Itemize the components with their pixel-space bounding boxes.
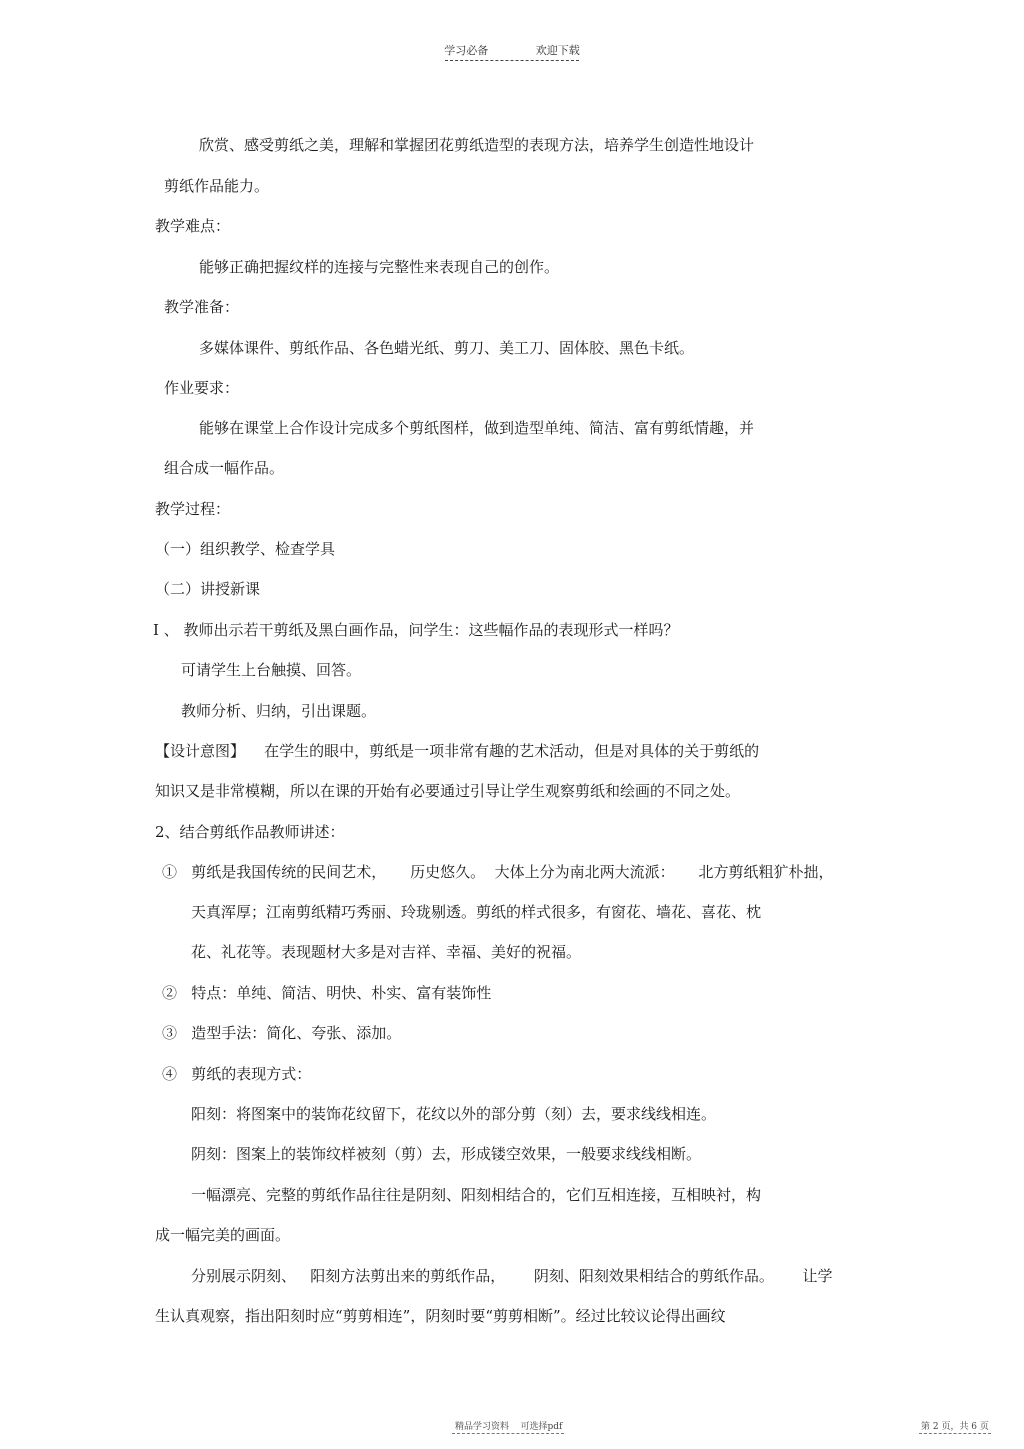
footer-left-divider [452, 1433, 564, 1434]
section-heading: 教学难点： [155, 217, 231, 235]
page-header [0, 42, 1024, 58]
paragraph-line: 分别展示阴刻、 阳刻方法剪出来的剪纸作品， 阴刻、阳刻效果相结合的剪纸作品。 让学 [191, 1267, 833, 1285]
paragraph-line: 【设计意图】 在学生的眼中，剪纸是一项非常有趣的艺术活动，但是对具体的关于剪纸的 [155, 742, 760, 760]
paragraph-line: 花、礼花等。表现题材大多是对吉祥、幸福、美好的祝福。 [191, 943, 582, 961]
paragraph-line: 欣赏、感受剪纸之美，理解和掌握团花剪纸造型的表现方法，培养学生创造性地设计 [199, 136, 755, 154]
header-divider [445, 60, 579, 61]
paragraph-line: 一幅漂亮、完整的剪纸作品往往是阴刻、阳刻相结合的，它们互相连接，互相映衬，构 [191, 1186, 762, 1204]
paragraph-line: 剪纸作品能力。 [164, 177, 270, 195]
paragraph-line: I 、 教师出示若干剪纸及黑白画作品，问学生：这些幅作品的表现形式一样吗？ [153, 621, 679, 639]
page-number: 第 2 页，共 6 页 [921, 1422, 989, 1432]
paragraph-line: （二）讲授新课 [155, 580, 261, 598]
paragraph-line: 天真浑厚；江南剪纸精巧秀丽、玲珑剔透。剪纸的样式很多，有窗花、墙花、喜花、枕 [191, 903, 762, 921]
section-heading: 教学过程： [155, 500, 231, 518]
paragraph-line: 教师分析、归纳，引出课题。 [181, 702, 377, 720]
footer-left-text: 精品学习资料 可选择pdf [455, 1422, 563, 1432]
paragraph-line: 阴刻：图案上的装饰纹样被刻（剪）去，形成镂空效果，一般要求线线相断。 [191, 1145, 702, 1163]
paragraph-line: 2、结合剪纸作品教师讲述： [155, 823, 345, 841]
paragraph-line: （一）组织教学、检查学具 [155, 540, 336, 558]
paragraph-line: 可请学生上台触摸、回答。 [181, 661, 362, 679]
footer-right-divider [919, 1433, 991, 1434]
header-left-text: 学习必备 [444, 44, 489, 57]
header-right-text: 欢迎下载 [535, 44, 580, 57]
paragraph-line: 知识又是非常模糊，所以在课的开始有必要通过引导让学生观察剪纸和绘画的不同之处。 [155, 782, 741, 800]
paragraph-line: 能够在课堂上合作设计完成多个剪纸图样，做到造型单纯、简洁、富有剪纸情趣，并 [199, 419, 755, 437]
paragraph-line: 能够正确把握纹样的连接与完整性来表现自己的创作。 [199, 258, 560, 276]
paragraph-line: 生认真观察，指出阳刻时应“剪剪相连”，阴刻时要“剪剪相断”。经过比较议论得出画纹 [155, 1307, 726, 1325]
paragraph-line: 组合成一幅作品。 [164, 459, 285, 477]
list-item: ① 剪纸是我国传统的民间艺术， 历史悠久。 大体上分为南北两大流派： 北方剪纸粗犷朴拙， [162, 863, 834, 881]
paragraph-line: 阳刻：将图案中的装饰花纹留下，花纹以外的部分剪（刻）去，要求线线相连。 [191, 1105, 717, 1123]
list-item: ④ 剪纸的表现方式： [162, 1065, 312, 1083]
paragraph-line: 成一幅完美的画面。 [155, 1226, 291, 1244]
list-item: ③ 造型手法：简化、夸张、添加。 [162, 1024, 402, 1042]
section-heading: 教学准备： [164, 298, 240, 316]
list-item: ② 特点：单纯、简洁、明快、朴实、富有装饰性 [162, 984, 492, 1002]
section-heading: 作业要求： [164, 379, 240, 397]
paragraph-line: 多媒体课件、剪纸作品、各色蜡光纸、剪刀、美工刀、固体胶、黑色卡纸。 [199, 339, 695, 357]
